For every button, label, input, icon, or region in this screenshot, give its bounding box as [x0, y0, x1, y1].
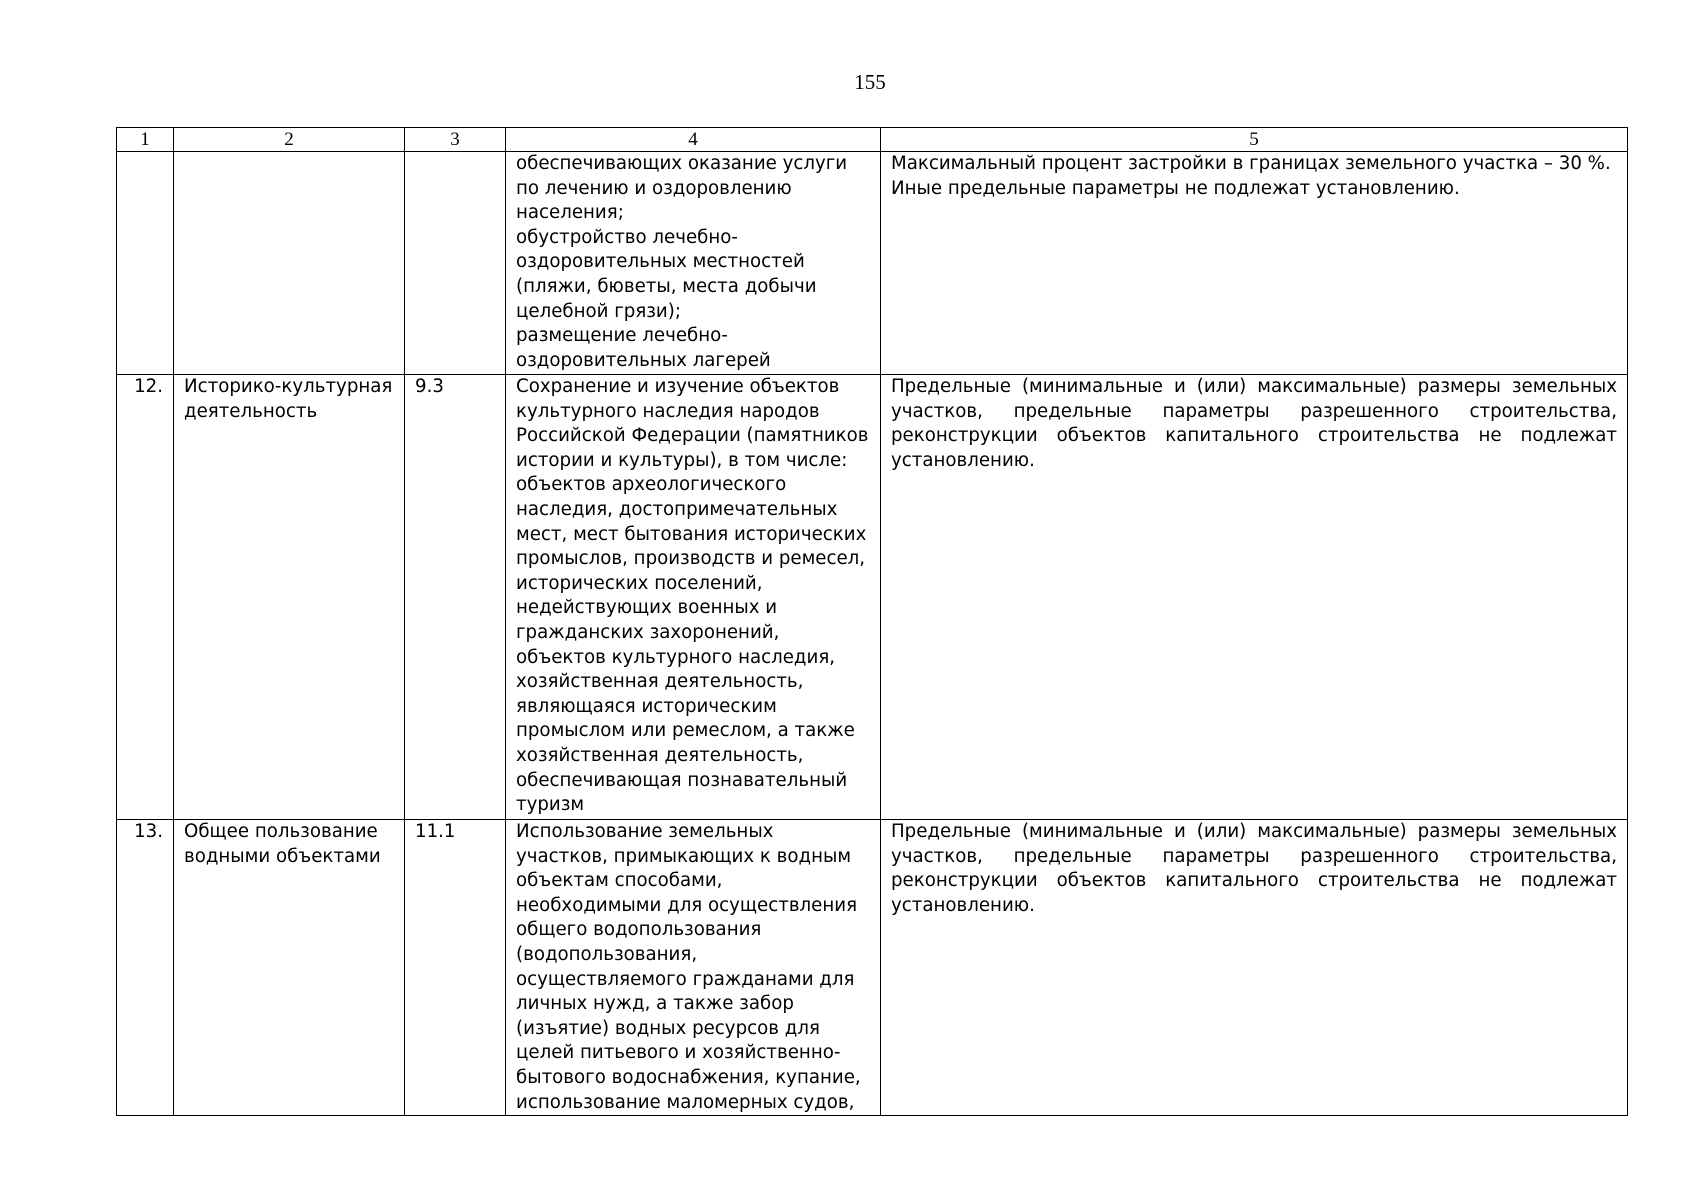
page-number: 155: [854, 70, 886, 94]
use-type-name: [174, 152, 405, 375]
limit-parameters: Предельные (минимальные и (или) максимальные) размеры земельных участков, предельные параметры разрешенного строительства, реконструкции объектов капитального строительства не подлежат установлению.: [881, 375, 1628, 820]
limit-parameters: Предельные (минимальные и (или) максимальные) размеры земельных участков, предельные параметры разрешенного строительства, реконструкции объектов капитального строительства не подлежат установлению.: [881, 820, 1628, 1116]
header-row: [117, 128, 1628, 152]
table-row: [117, 820, 1628, 1116]
use-type-name: Историко-культурная деятельность: [174, 375, 405, 820]
use-type-code: 11.1: [405, 820, 506, 1116]
use-type-code: [405, 152, 506, 375]
header-col-2: 2: [174, 128, 405, 152]
table-row: [117, 152, 1628, 375]
header-col-5: 5: [881, 128, 1628, 152]
row-number: [117, 152, 174, 375]
use-type-description: Использование земельных участков, примыкающих к водным объектам способами, необходимыми для осуществления общего водопользования (водопользования, осуществляемого гражданами для личных нужд, а также забор (изъятие) водных ресурсов для целей питьевого и хозяйственно-бытового водоснабжения, купание, использование маломерных судов,: [506, 820, 881, 1116]
limit-parameters: Максимальный процент застройки в границах земельного участка – 30 %. Иные предельные параметры не подлежат установлению.: [881, 152, 1628, 375]
land-use-table: [116, 127, 1628, 1116]
header-col-4: 4: [506, 128, 881, 152]
table-row: [117, 375, 1628, 820]
header-col-1: 1: [117, 128, 174, 152]
use-type-name: Общее пользование водными объектами: [174, 820, 405, 1116]
row-number: 12.: [117, 375, 174, 820]
use-type-code: 9.3: [405, 375, 506, 820]
row-number: 13.: [117, 820, 174, 1116]
use-type-description: обеспечивающих оказание услуги по лечению и оздоровлению населения; обустройство лечебно-оздоровительных местностей (пляжи, бюветы, места добычи целебной грязи); размещение лечебно-оздоровительных лагерей: [506, 152, 881, 375]
use-type-description: Сохранение и изучение объектов культурного наследия народов Российской Федерации (памятников истории и культуры), в том числе: объектов археологического наследия, достопримечательных мест, мест бытования исторических промыслов, производств и ремесел, исторических поселений, недействующих военных и гражданских захоронений, объектов культурного наследия, хозяйственная деятельность, являющаяся историческим промыслом или ремеслом, а также хозяйственная деятельность, обеспечивающая познавательный туризм: [506, 375, 881, 820]
header-col-3: 3: [405, 128, 506, 152]
